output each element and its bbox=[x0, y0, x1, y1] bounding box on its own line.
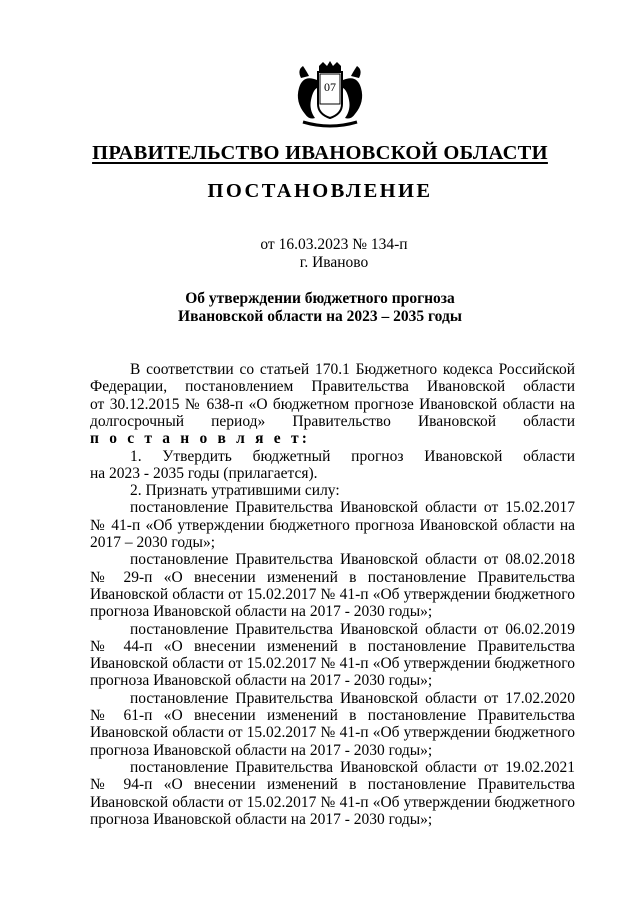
date-number: от 16.03.2023 № 134-п bbox=[260, 236, 408, 253]
body-line: В соответствии со статьей 170.1 Бюджетного кодекса Российской bbox=[130, 361, 575, 378]
body-line: прогноза Ивановской области на 2017 - 2030 годы»; bbox=[90, 741, 433, 759]
body-line: 1. Утвердить бюджетный прогноз Ивановской области bbox=[130, 447, 575, 465]
body-line: постановление Правительства Ивановской области от 19.02.2021 bbox=[130, 758, 575, 776]
title-line-2: Ивановской области на 2023 – 2035 годы bbox=[178, 308, 462, 325]
body-line-resolves: п о с т а н о в л я е т: bbox=[90, 430, 311, 448]
body-line: на 2023 - 2035 годы (прилагается). bbox=[90, 464, 318, 482]
coat-of-arms-icon bbox=[289, 60, 371, 132]
body-line: прогноза Ивановской области на 2017 - 2030 годы»; bbox=[90, 810, 433, 828]
body-line: № 61-п «О внесении изменений в постановление Правительства bbox=[90, 707, 575, 724]
body-line: № 41-п «Об утверждении бюджетного прогноза Ивановской области на bbox=[90, 516, 575, 534]
body-line: постановление Правительства Ивановской области от 06.02.2019 bbox=[130, 620, 575, 638]
city: г. Иваново bbox=[299, 254, 369, 271]
body-line: № 94-п «О внесении изменений в постановление Правительства bbox=[90, 776, 575, 794]
body-line: № 29-п «О внесении изменений в постановление Правительства bbox=[90, 568, 575, 586]
body-line: № 44-п «О внесении изменений в постановление Правительства bbox=[90, 637, 575, 655]
body-line: Федерации, постановлением Правительства Ивановской области bbox=[90, 378, 575, 396]
body-line: Ивановской области от 15.02.2017 № 41-п «Об утверждении бюджетного bbox=[90, 585, 575, 603]
body-line: 2017 – 2030 годы»; bbox=[90, 534, 216, 551]
body-line: прогноза Ивановской области на 2017 - 2030 годы»; bbox=[90, 603, 433, 621]
body-line: прогноза Ивановской области на 2017 - 2030 годы»; bbox=[90, 672, 433, 690]
body-line: 2. Признать утратившими силу: bbox=[130, 482, 340, 500]
body-line: Ивановской области от 15.02.2017 № 41-п «Об утверждении бюджетного bbox=[90, 655, 575, 673]
body-line: Ивановской области от 15.02.2017 № 41-п «Об утверждении бюджетного bbox=[90, 793, 575, 811]
document-type: ПОСТАНОВЛЕНИЕ bbox=[207, 180, 433, 202]
title-line-1: Об утверждении бюджетного прогноза bbox=[185, 290, 455, 307]
body-line: постановление Правительства Ивановской области от 15.02.2017 bbox=[130, 499, 575, 517]
document-title bbox=[0, 290, 640, 326]
body-line: постановление Правительства Ивановской области от 17.02.2020 bbox=[130, 689, 575, 707]
emblem-text: 07 bbox=[324, 80, 336, 94]
organization-title: ПРАВИТЕЛЬСТВО ИВАНОВСКОЙ ОБЛАСТИ bbox=[92, 142, 548, 164]
body-line: от 30.12.2015 № 638-п «О бюджетном прогнозе Ивановской области на bbox=[90, 395, 575, 413]
body-line: постановление Правительства Ивановской области от 08.02.2018 bbox=[130, 551, 575, 569]
body-line: долгосрочный период» Правительство Ивановской области bbox=[90, 412, 575, 430]
body-line: Ивановской области от 15.02.2017 № 41-п «Об утверждении бюджетного bbox=[90, 724, 575, 742]
